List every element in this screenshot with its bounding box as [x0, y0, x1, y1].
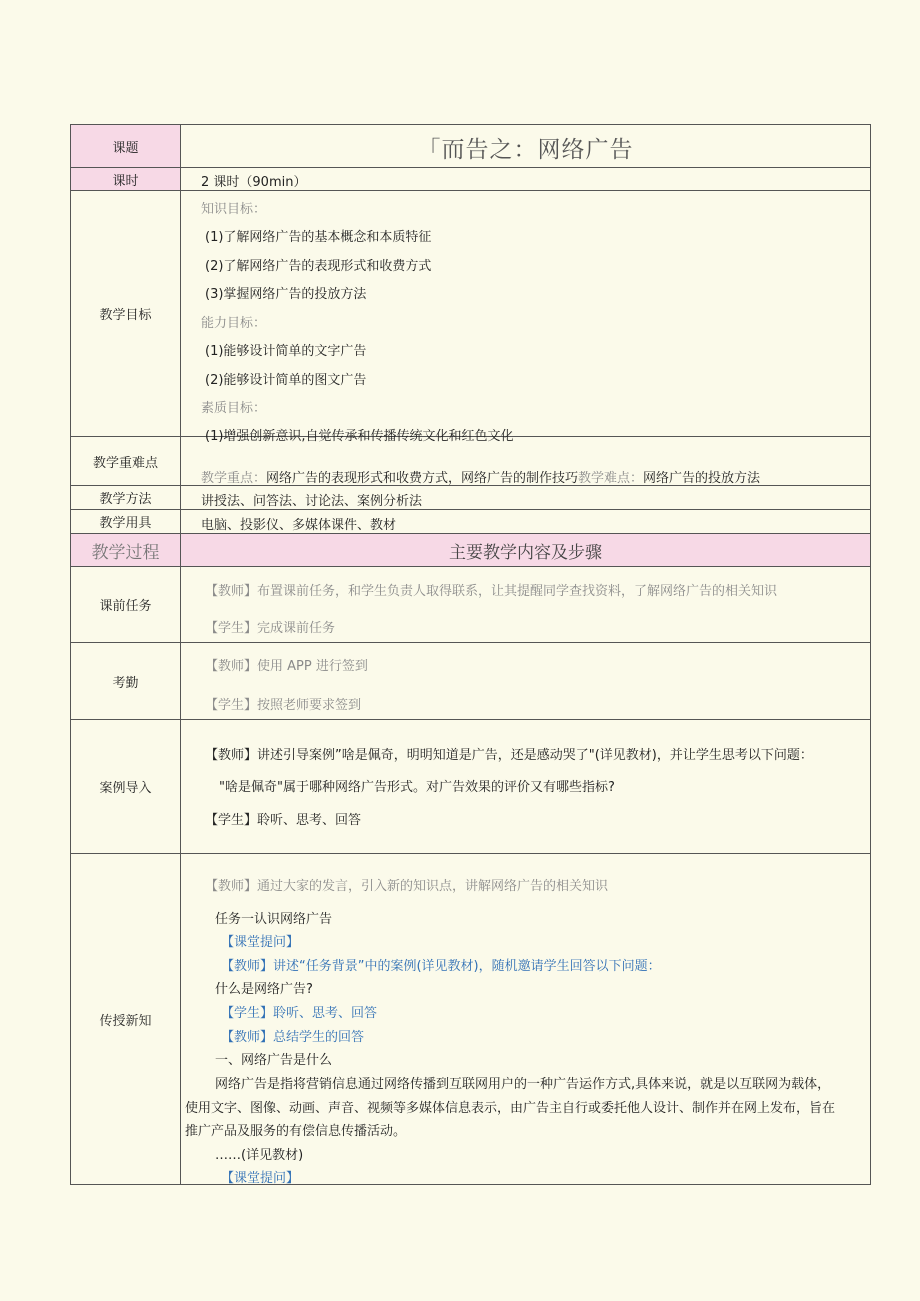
preclass-teacher: 【教师】布置课前任务，和学生负责人取得联系，让其提醒同学查找资料，了解网络广告的相关知识	[205, 584, 778, 599]
objective-heading: 能力目标：	[201, 316, 267, 331]
newknow-intro: 【教师】通过大家的发言，引入新的知识点，讲解网络广告的相关知识	[205, 879, 609, 894]
difficult-value: 网络广告的投放方法	[643, 471, 761, 486]
tools-value: 电脑、投影仪、多媒体课件、教材	[201, 518, 397, 533]
attendance-student: 【学生】按照老师要求签到	[205, 698, 362, 713]
lesson-plan-table	[70, 124, 871, 1185]
class-question-tag: 【课堂提问】	[221, 1171, 300, 1186]
case-teacher: 【教师】讲述引导案例”啥是佩奇，明明知道是广告，还是感动哭了"(详见教材)，并让学生思考以下问题：	[205, 748, 813, 763]
row-title	[71, 125, 870, 168]
section-heading: 一、网络广告是什么	[215, 1053, 333, 1068]
title-label: 课题	[71, 125, 181, 167]
hours-label: 课时	[71, 168, 181, 190]
teacher-question: 【教师】讲述“任务背景”中的案例(详见教材)，随机邀请学生回答以下问题：	[221, 959, 661, 974]
tools-cell	[181, 510, 870, 533]
key-points-value: 网络广告的表现形式和收费方式，网络广告的制作技巧	[266, 471, 579, 486]
objective-item: (1)了解网络广告的基本概念和本质特征	[205, 230, 432, 245]
class-question-tag: 【课堂提问】	[221, 935, 300, 950]
objective-item: (1)增强创新意识,自觉传承和传播传统文化和红色文化	[205, 429, 514, 444]
process-header: 主要教学内容及步骤	[449, 542, 602, 563]
attendance-label: 考勤	[71, 643, 181, 719]
paragraph-line: 使用文字、图像、动画、声音、视频等多媒体信息表示，由广告主自行或委托他人设计、制作并在网上发布，旨在	[185, 1101, 836, 1116]
teacher-summary: 【教师】总结学生的回答	[221, 1030, 365, 1045]
key-cell	[181, 437, 870, 485]
title-cell	[181, 125, 870, 167]
row-case	[71, 720, 870, 854]
tools-label: 教学用具	[71, 510, 181, 533]
row-objectives	[71, 191, 870, 444]
row-key-points	[71, 437, 870, 486]
objective-heading: 知识目标：	[201, 202, 267, 217]
case-question: "啥是佩奇"属于哪种网络广告形式。对广告效果的评价又有哪些指标?	[219, 780, 615, 795]
objective-item: (2)能够设计简单的图文广告	[205, 373, 367, 388]
difficult-prefix: 教学难点：	[578, 471, 644, 486]
paragraph-line: 推广产品及服务的有偿信息传播活动。	[185, 1124, 407, 1139]
method-cell	[181, 486, 870, 509]
case-cell	[181, 720, 870, 853]
preclass-student: 【学生】完成课前任务	[205, 621, 336, 636]
row-method	[71, 486, 870, 510]
row-hours	[71, 168, 870, 191]
objectives-label: 教学目标	[71, 191, 181, 436]
question-text: 什么是网络广告?	[215, 982, 313, 997]
process-header-cell	[181, 534, 870, 566]
key-points-prefix: 教学重点：	[201, 471, 267, 486]
task-title: 任务一认识网络广告	[215, 912, 333, 927]
objective-item: (3)掌握网络广告的投放方法	[205, 287, 367, 302]
row-new-knowledge	[71, 854, 870, 1184]
key-label: 教学重难点	[71, 437, 181, 485]
row-process-header	[71, 534, 870, 567]
objective-item: (1)能够设计简单的文字广告	[205, 344, 367, 359]
newknow-label: 传授新知	[71, 854, 181, 1184]
method-value: 讲授法、问答法、讨论法、案例分析法	[201, 494, 423, 509]
attendance-cell	[181, 643, 870, 719]
row-preclass	[71, 567, 870, 643]
case-student: 【学生】聆听、思考、回答	[205, 813, 362, 828]
more-text: ……(详见教材)	[215, 1148, 304, 1163]
objectives-cell	[181, 191, 870, 444]
lesson-title: 「而告之：网络广告	[417, 137, 634, 163]
objective-item: (2)了解网络广告的表现形式和收费方式	[205, 259, 432, 274]
hours-value: 2 课时（90min）	[201, 175, 307, 190]
preclass-label: 课前任务	[71, 567, 181, 642]
objective-heading: 素质目标：	[201, 401, 267, 416]
paragraph-line: 网络广告是指将营销信息通过网络传播到互联网用户的一种广告运作方式,具体来说，就是以互联网为载体，	[215, 1077, 831, 1092]
key-points-text	[201, 467, 760, 486]
attendance-teacher: 【教师】使用 APP 进行签到	[205, 659, 368, 674]
preclass-cell	[181, 567, 870, 642]
newknow-cell	[181, 854, 870, 1184]
student-answer: 【学生】聆听、思考、回答	[221, 1006, 378, 1021]
case-label: 案例导入	[71, 720, 181, 853]
process-label: 教学过程	[71, 534, 181, 566]
row-attendance	[71, 643, 870, 720]
hours-cell	[181, 168, 870, 190]
method-label: 教学方法	[71, 486, 181, 509]
row-tools	[71, 510, 870, 534]
